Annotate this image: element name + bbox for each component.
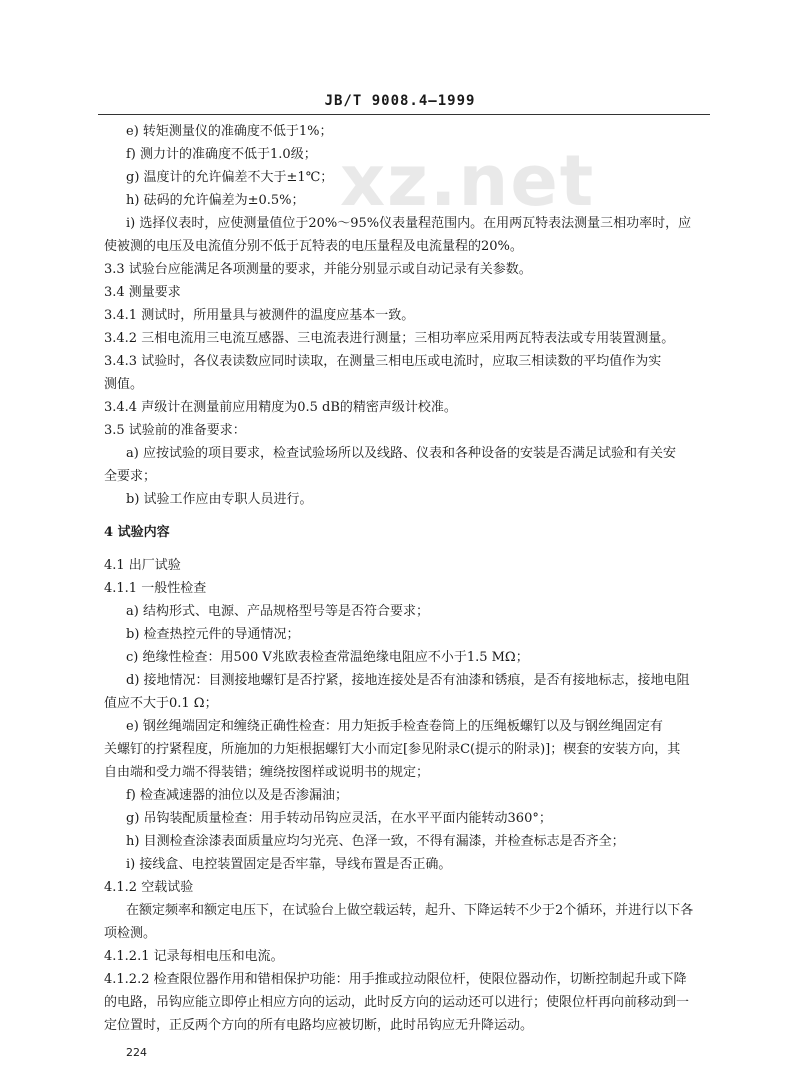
text-line: 4.1.1 一般性检查 <box>104 581 207 596</box>
text-line: 3.4.4 声级计在测量前应用精度为0.5 dB的精密声级计校准。 <box>104 400 457 415</box>
text-line: 4 试验内容 <box>104 525 170 540</box>
text-line: 在额定频率和额定电压下，在试验台上做空载运转，起升、下降运转不少于2个循环，并进行以下各 <box>126 903 694 918</box>
text-line: 3.4 测量要求 <box>104 285 181 300</box>
text-line: g) 温度计的允许偏差不大于±1℃； <box>126 170 334 185</box>
text-line: 自由端和受力端不得装错；缠绕按图样或说明书的规定； <box>104 765 430 780</box>
text-line: a) 结构形式、电源、产品规格型号等是否符合要求； <box>126 604 429 619</box>
text-line: i) 接线盒、电控装置固定是否牢靠，导线布置是否正确。 <box>126 857 452 872</box>
text-line: c) 绝缘性检查：用500 V兆欧表检查常温绝缘电阻应不小于1.5 MΩ； <box>126 650 529 665</box>
text-line: f) 测力计的准确度不低于1.0级； <box>126 147 317 162</box>
text-line: 值应不大于0.1 Ω； <box>104 696 218 711</box>
text-line: h) 目测检查涂漆表面质量应均匀光亮、色泽一致，不得有漏漆，并检查标志是否齐全； <box>126 834 625 849</box>
text-line: h) 砝码的允许偏差为±0.5%； <box>126 193 305 208</box>
text-line: 4.1.2 空载试验 <box>104 880 194 895</box>
text-line: b) 试验工作应由专职人员进行。 <box>126 492 313 507</box>
text-line: b) 检查热控元件的导通情况； <box>126 627 300 642</box>
text-line: e) 钢丝绳端固定和缠绕正确性检查：用力矩扳手检查卷筒上的压绳板螺钉以及与钢丝绳固定有 <box>126 719 663 734</box>
page-number: 224 <box>126 1046 147 1059</box>
text-line: 关螺钉的拧紧程度，所施加的力矩根据螺钉大小而定[参见附录C(提示的附录)]；楔套的安装方向，其 <box>104 742 681 757</box>
text-line: a) 应按试验的项目要求，检查试验场所以及线路、仪表和各种设备的安装是否满足试验和有关安 <box>126 446 676 461</box>
text-line: f) 检查减速器的油位以及是否渗漏油； <box>126 788 349 803</box>
text-line: i) 选择仪表时，应使测量值位于20%～95%仪表量程范围内。在用两瓦特表法测量三相功率时，应 <box>126 216 692 231</box>
text-line: 3.4.2 三相电流用三电流互感器、三电流表进行测量；三相功率应采用两瓦特表法或专用装置测量。 <box>104 331 675 346</box>
text-line: 测值。 <box>104 377 144 392</box>
text-line: 4.1.2.2 检查限位器作用和错相保护功能：用手推或拉动限位杆，使限位器动作，切断控制起升或下降 <box>104 972 687 987</box>
text-line: 3.3 试验台应能满足各项测量的要求，并能分别显示或自动记录有关参数。 <box>104 262 532 277</box>
text-line: 的电路，吊钩应能立即停止相应方向的运动，此时反方向的运动还可以进行；使限位杆再向前移动到一 <box>104 995 690 1010</box>
text-line: d) 接地情况：目测接地螺钉是否拧紧，接地连接处是否有油漆和锈痕，是否有接地标志，接地电阻 <box>126 673 690 688</box>
text-line: 3.4.1 测试时，所用量具与被测件的温度应基本一致。 <box>104 308 415 323</box>
header-rule <box>98 114 710 115</box>
text-line: 3.5 试验前的准备要求： <box>104 423 246 438</box>
page-header: JB/T 9008.4—1999 <box>324 93 476 109</box>
text-line: e) 转矩测量仪的准确度不低于1%； <box>126 124 333 139</box>
text-line: 项检测。 <box>104 926 157 941</box>
watermark: xz.net <box>340 140 596 222</box>
text-line: 4.1 出厂试验 <box>104 558 181 573</box>
text-line: 定位置时，正反两个方向的所有电路均应被切断，此时吊钩应无升降运动。 <box>104 1018 534 1033</box>
text-line: 全要求； <box>104 469 157 484</box>
text-line: 使被测的电压及电流值分别不低于瓦特表的电压量程及电流量程的20%。 <box>104 239 523 254</box>
text-line: 4.1.2.1 记录每相电压和电流。 <box>104 949 284 964</box>
text-line: 3.4.3 试验时，各仪表读数应同时读取，在测量三相电压或电流时，应取三相读数的平均值作为实 <box>104 354 662 369</box>
text-line: g) 吊钩装配质量检查：用手转动吊钩应灵活，在水平平面内能转动360°； <box>126 811 552 826</box>
